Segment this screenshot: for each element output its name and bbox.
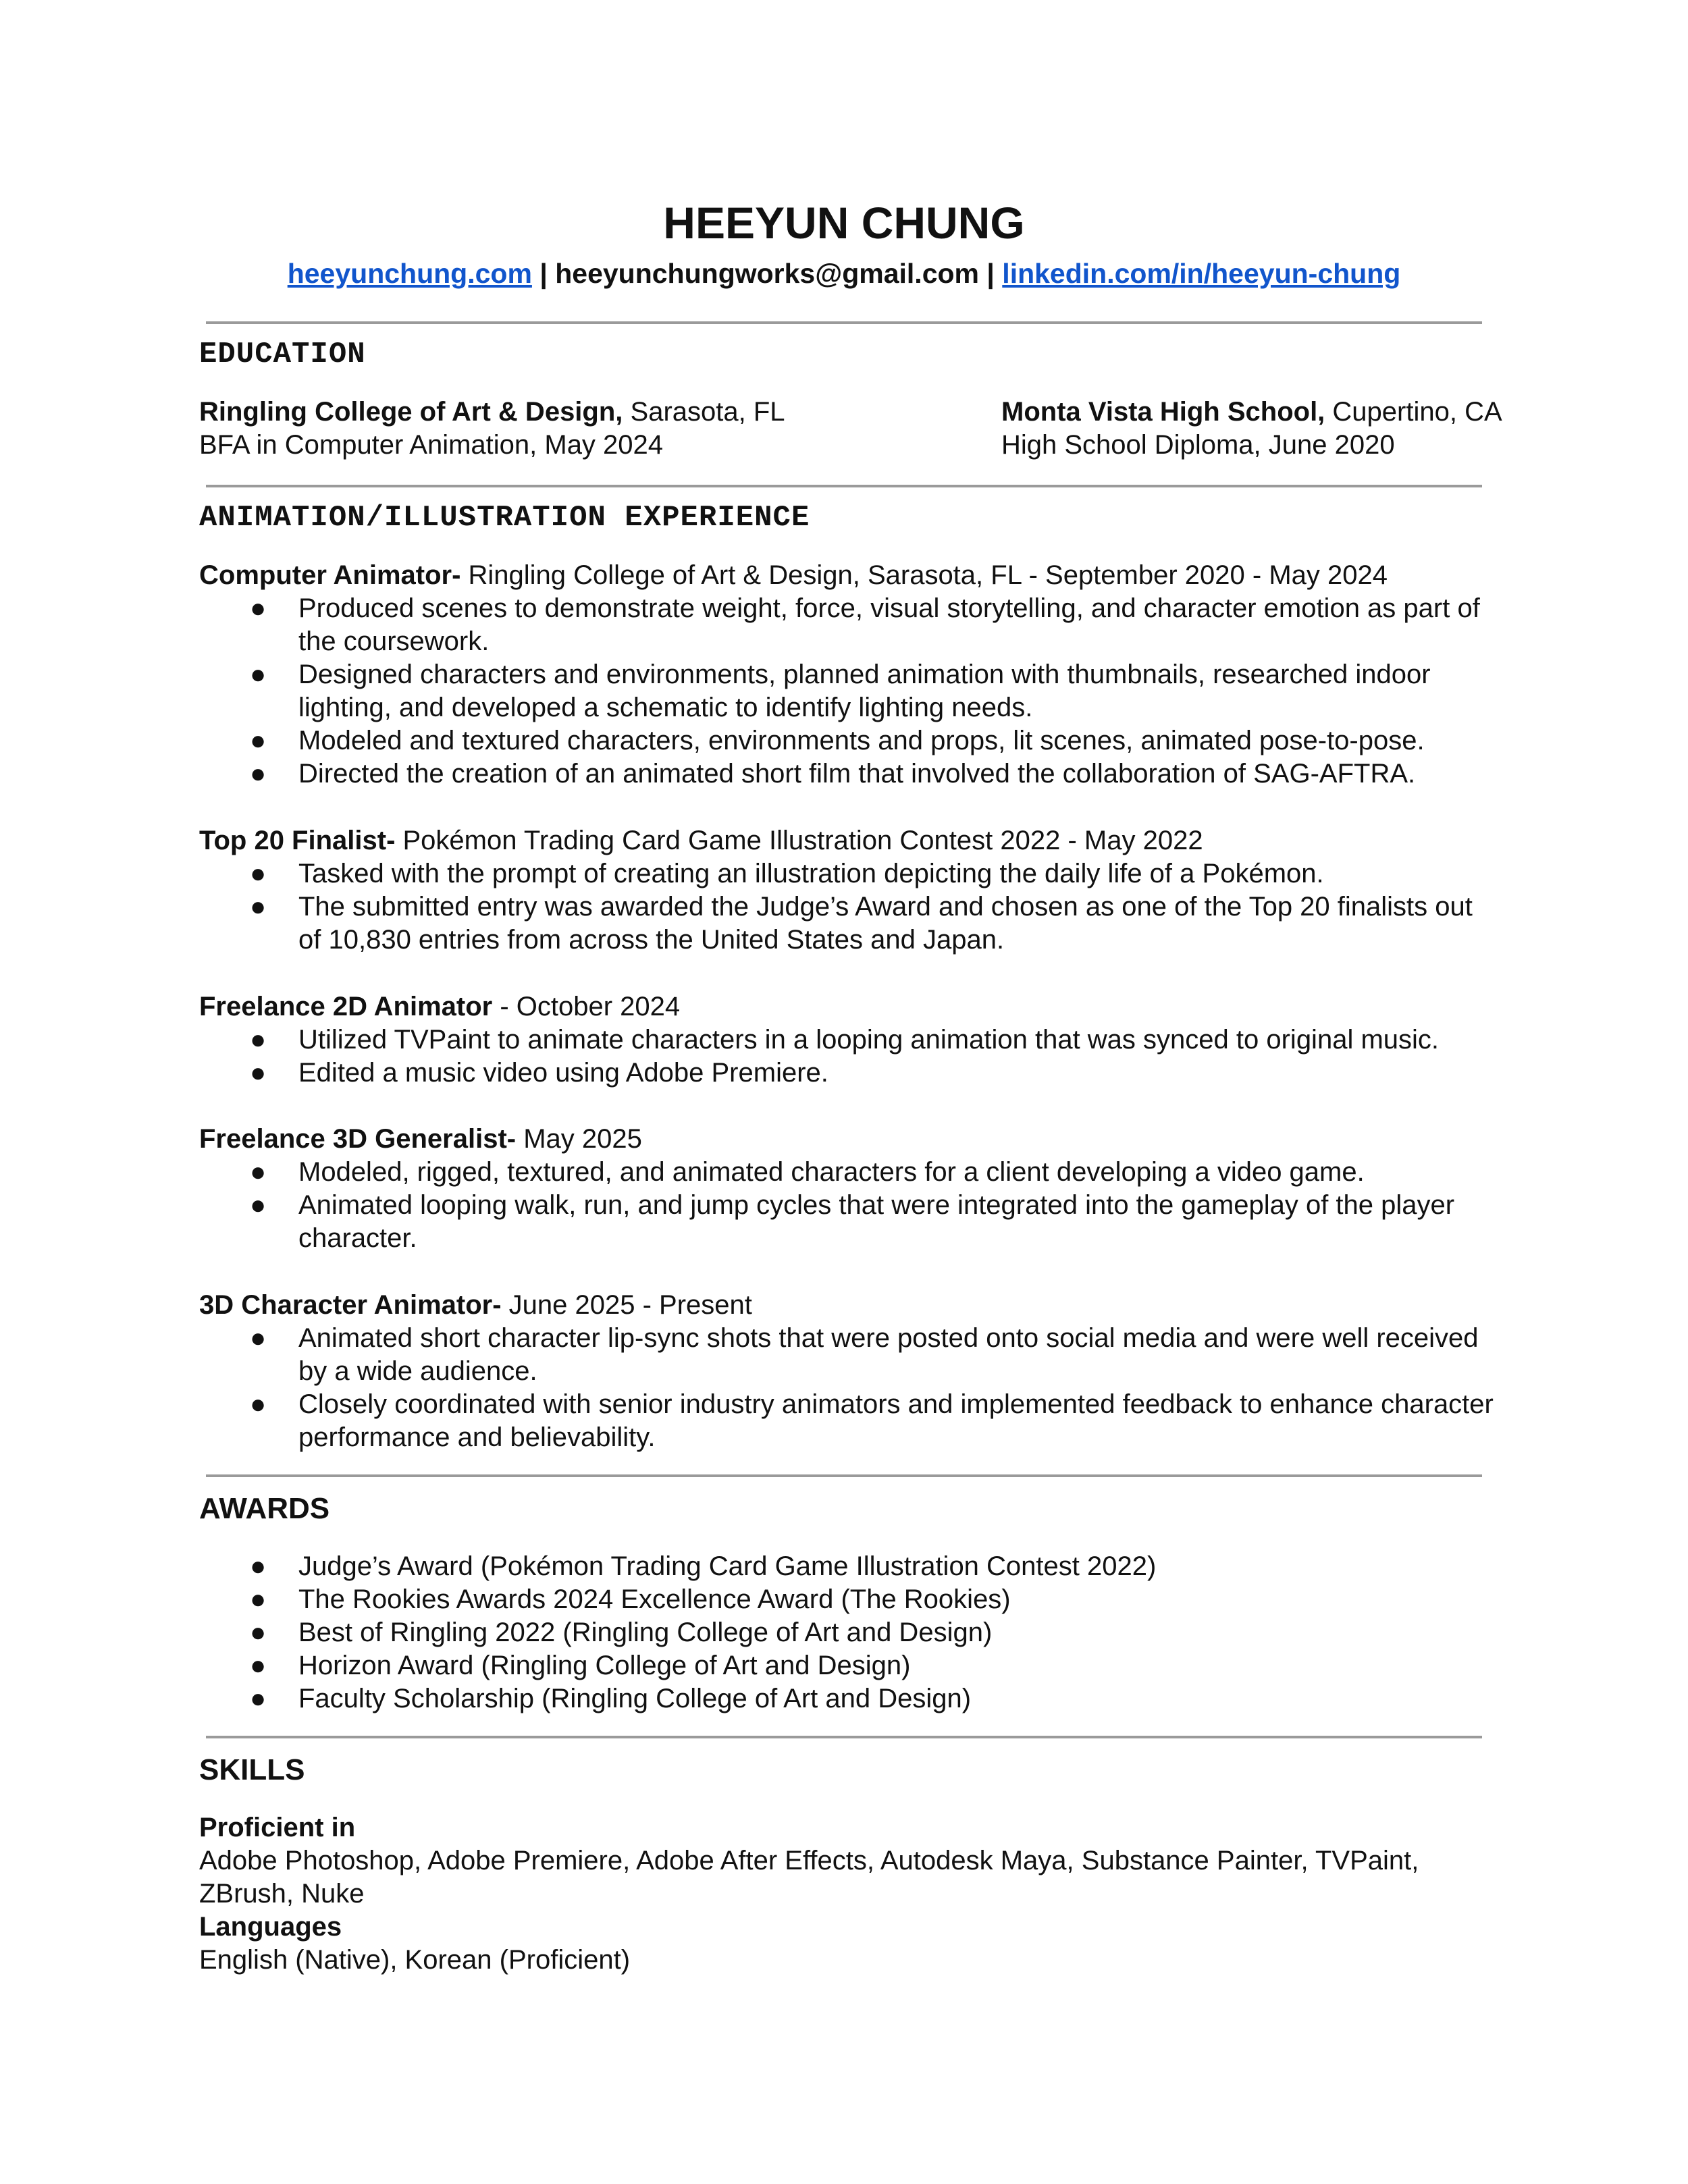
school-name: Monta Vista High School, (1001, 397, 1325, 427)
school-name: Ringling College of Art & Design, (199, 397, 623, 427)
divider (206, 485, 1482, 487)
bullet-icon: ● (250, 593, 267, 623)
languages-text: English (Native), Korean (Proficient) (199, 1945, 631, 1975)
job-bullets (199, 1322, 1496, 1454)
list-item: ● Animated short character lip-sync shots that were posted onto social media and were well received by a wide audience. (250, 1323, 1479, 1386)
bullet-icon: ● (250, 1389, 267, 1419)
bullet-icon: ● (250, 660, 267, 689)
bullet-icon: ● (250, 759, 267, 789)
bullet-icon: ● (250, 1618, 267, 1647)
website-link[interactable]: heeyunchung.com (287, 258, 532, 289)
list-item: ● Directed the creation of an animated short film that involved the collaboration of SAG-AFTRA. (199, 757, 1496, 791)
job-entry (199, 1289, 1496, 1454)
awards-list (199, 1550, 1496, 1715)
divider (206, 1736, 1482, 1738)
education-left (199, 396, 785, 462)
list-item: ● Tasked with the prompt of creating an illustration depicting the daily life of a Pokémon. (199, 857, 1496, 890)
list-item: ● Closely coordinated with senior industry animators and implemented feedback to enhance character performance and believability. (250, 1389, 1494, 1452)
contact-line (0, 253, 1688, 294)
job-role: Freelance 3D Generalist- (199, 1124, 517, 1154)
job-entry (199, 990, 1496, 1090)
list-item: ● The submitted entry was awarded the Judge’s Award and chosen as one of the Top 20 finalists out of 10,830 entries from across the United States and Japan. (250, 892, 1473, 955)
languages-label: Languages (199, 1912, 342, 1942)
linkedin-link[interactable]: linkedin.com/in/heeyun-chung (1002, 258, 1401, 289)
list-item: ● Judge’s Award (Pokémon Trading Card Game Illustration Contest 2022) (199, 1550, 1496, 1583)
job-bullets (199, 1023, 1496, 1090)
experience-title: ANIMATION/ILLUSTRATION EXPERIENCE (199, 501, 810, 535)
job-bullets (199, 857, 1496, 957)
job-detail: - October 2024 (492, 992, 681, 1021)
bullet-icon: ● (250, 1584, 267, 1614)
education-title: EDUCATION (199, 338, 366, 371)
job-role: Computer Animator- (199, 560, 461, 590)
bullet-icon: ● (250, 1025, 267, 1055)
school-location: Cupertino, CA (1325, 397, 1502, 427)
proficient-text: Adobe Photoshop, Adobe Premiere, Adobe After Effects, Autodesk Maya, Substance Painter, TVPaint, ZBrush, Nuke (199, 1846, 1419, 1909)
divider (206, 321, 1482, 324)
job-entry (199, 1123, 1496, 1255)
awards-items (199, 1550, 1496, 1715)
job-bullets (199, 1156, 1496, 1255)
list-item: ● Utilized TVPaint to animate characters in a looping animation that was synced to original music. (199, 1023, 1496, 1057)
bullet-icon: ● (250, 1157, 267, 1187)
skills-title: SKILLS (199, 1753, 305, 1786)
list-item: ● Best of Ringling 2022 (Ringling College of Art and Design) (199, 1616, 1496, 1649)
job-detail: Ringling College of Art & Design, Sarasota, FL - September 2020 - May 2024 (460, 560, 1388, 590)
bullet-icon: ● (250, 1651, 267, 1680)
list-item: ● Modeled and textured characters, environments and props, lit scenes, animated pose-to-pose. (199, 724, 1496, 757)
job-role: 3D Character Animator- (199, 1290, 502, 1320)
job-entry (199, 824, 1496, 957)
job-role: Top 20 Finalist- (199, 826, 396, 855)
candidate-name: HEEYUN CHUNG (663, 198, 1025, 248)
education-right (1001, 396, 1502, 462)
bullet-icon: ● (250, 1551, 267, 1581)
list-item: ● Edited a music video using Adobe Premiere. (199, 1057, 1496, 1090)
bullet-icon: ● (250, 859, 267, 888)
divider (206, 1474, 1482, 1477)
list-item: ● Produced scenes to demonstrate weight, force, visual storytelling, and character emotion as part of the coursework. (250, 593, 1480, 656)
job-bullets (199, 592, 1496, 791)
job-detail: May 2025 (516, 1124, 642, 1154)
job-role: Freelance 2D Animator (199, 992, 493, 1021)
list-item: ● Modeled, rigged, textured, and animated characters for a client developing a video game. (199, 1156, 1496, 1189)
bullet-icon: ● (250, 892, 267, 922)
job-entry (199, 559, 1496, 791)
bullet-icon: ● (250, 1684, 267, 1713)
proficient-label: Proficient in (199, 1813, 356, 1842)
list-item: ● Faculty Scholarship (Ringling College of Art and Design) (199, 1682, 1496, 1715)
bullet-icon: ● (250, 1323, 267, 1353)
email-text: heeyunchungworks@gmail.com (555, 258, 979, 289)
degree: High School Diploma, June 2020 (1001, 430, 1395, 460)
bullet-icon: ● (250, 726, 267, 755)
degree: BFA in Computer Animation, May 2024 (199, 430, 664, 460)
school-location: Sarasota, FL (623, 397, 785, 427)
bullet-icon: ● (250, 1190, 267, 1220)
resume-header (0, 192, 1688, 294)
separator: | (539, 258, 548, 289)
skills-block (199, 1811, 1496, 1977)
list-item: ● Horizon Award (Ringling College of Art and Design) (199, 1649, 1496, 1682)
separator: | (986, 258, 995, 289)
list-item: ● Designed characters and environments, planned animation with thumbnails, researched indoor lighting, and developed a schematic to identify lighting needs. (250, 660, 1431, 722)
awards-title: AWARDS (199, 1492, 330, 1525)
job-detail: June 2025 - Present (501, 1290, 752, 1320)
list-item: ● Animated looping walk, run, and jump cycles that were integrated into the gameplay of the player character. (250, 1190, 1455, 1253)
job-detail: Pokémon Trading Card Game Illustration Contest 2022 - May 2022 (395, 826, 1203, 855)
list-item: ● The Rookies Awards 2024 Excellence Award (The Rookies) (199, 1583, 1496, 1616)
bullet-icon: ● (250, 1058, 267, 1088)
